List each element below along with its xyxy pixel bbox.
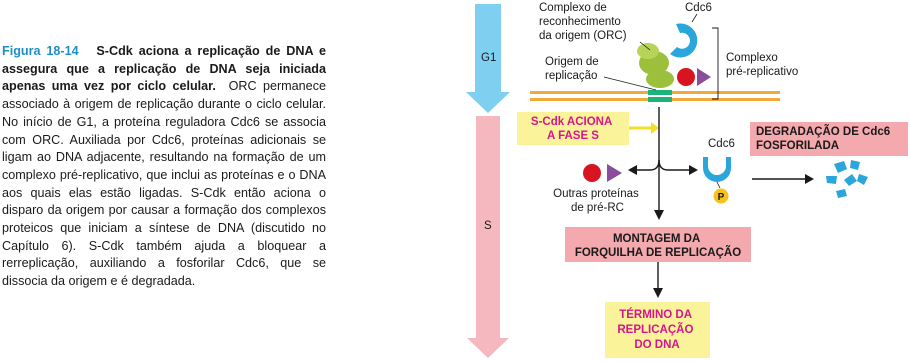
fork-assembly-box-text: MONTAGEM DA FORQUILHA DE REPLICAÇÃO — [574, 233, 742, 259]
cdc6-top-label: Cdc6 — [685, 2, 712, 14]
s-phase-arrow — [467, 116, 509, 358]
figure-label: Figura 18-14 — [2, 44, 79, 58]
phosphate-label: P — [717, 192, 725, 203]
g1-phase-label: G1 — [481, 52, 497, 64]
s-phase-label: S — [484, 220, 492, 232]
degraded-cdc6-fragments-icon — [826, 160, 868, 198]
other-proteins-label: Outras proteínas de pré-RC — [553, 188, 639, 214]
purple-prerc-protein-icon — [697, 68, 711, 86]
cdc6-mid-label: Cdc6 — [708, 138, 735, 150]
replication-end-box-text: TÉRMINO DA REPLICAÇÃO DO DNA — [617, 309, 694, 351]
figure-title: S-Cdk aciona a replicação de DNA e assegura que a replicação de DNA seja iniciada apenas uma vez por ciclo celular. — [2, 44, 327, 94]
orc-label: Complexo de reconhecimento da origem (ORC) — [539, 2, 627, 42]
other-red-protein-icon — [583, 164, 601, 182]
prerc-bracket — [712, 28, 718, 99]
prerc-label: Complexo pré-replicativo — [726, 52, 799, 78]
orc-protein-icon — [637, 43, 674, 88]
cdc6-protein-icon — [670, 23, 697, 57]
origin-of-replication-mark — [648, 90, 672, 95]
dna-double-strand — [530, 90, 780, 102]
red-prerc-protein-icon — [677, 68, 695, 86]
figure-body-text: ORC permanece associado à origem de replicação durante o ciclo celular. No início de G1, a proteína reguladora Cdc6 se associa com ORC. Auxiliada por Cdc6, proteínas adicionais se ligam ao DNA adjacente, resultando na formação de um complexo pré-replicativo, que inclui as proteínas e o DNA aos quais elas estão ligadas. S-Cdk então aciona o disparo da origem por causar a formação dos complexos proteicos que iniciam a síntese de DNA (discutido no Capítulo 6). S-Cdk também ajuda a bloquear a rerreplicação, auxiliando a fosforilar Cdc6, que se dissocia da origem e é degradada. — [2, 79, 326, 289]
other-purple-protein-icon — [607, 164, 622, 182]
cdc6-phosphorylated-icon — [703, 157, 731, 182]
origin-label: Origem de replicação — [545, 56, 599, 82]
degradation-box-text: DEGRADAÇÃO DE Cdc6 FOSFORILADA — [756, 126, 891, 152]
scdk-box-text: S-Cdk ACIONA A FASE S — [530, 116, 612, 142]
